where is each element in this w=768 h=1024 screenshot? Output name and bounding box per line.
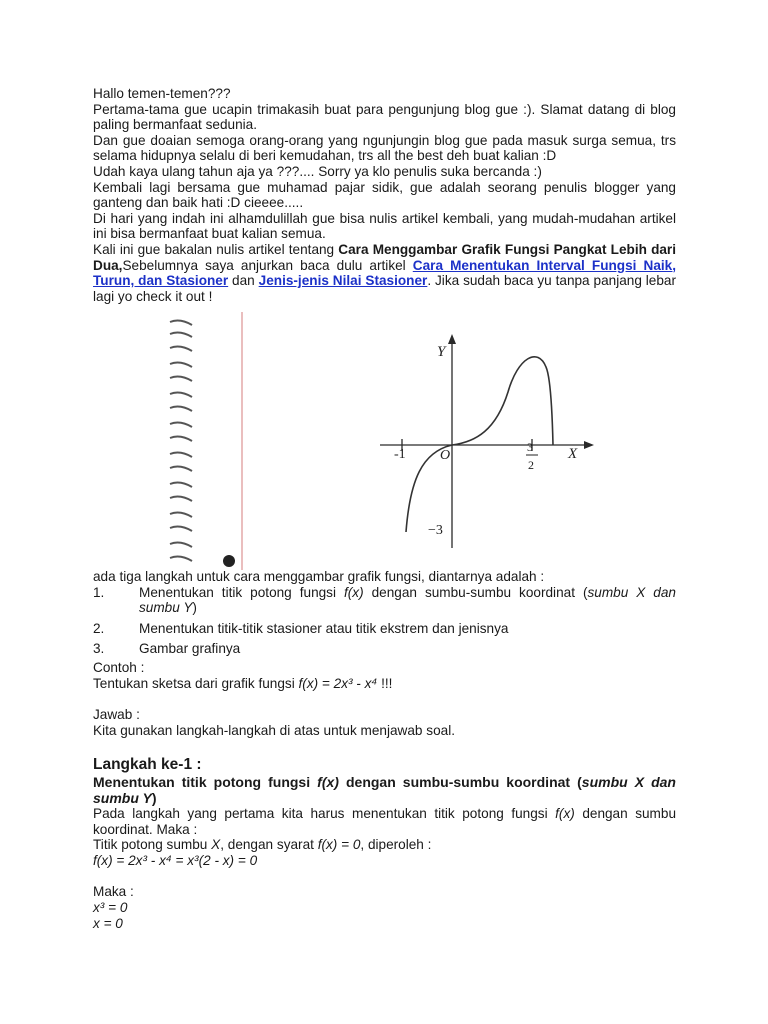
intro-section bbox=[93, 86, 676, 304]
intro-paragraph-5: Di hari yang indah ini alhamdulillah gue bisa nulis artikel kembali, yang mudah-mudahan artikel ini bisa bermanfaat buat kalian semua. bbox=[93, 210, 676, 242]
p6-mid: Sebelumnya saya anjurkan baca dulu artikel bbox=[122, 257, 413, 273]
p6-end: . Jika sudah baca yu tanpa panjang lebar lagi yo check it out ! bbox=[93, 273, 677, 304]
intro-paragraph-2: Dan gue doaian semoga orang-orang yang ngunjungin blog gue pada masuk surga semua, trs selama hidupnya selalu di beri kemudahan, trs all the best deh buat kalian :D bbox=[93, 132, 676, 164]
step1-section bbox=[93, 756, 676, 931]
task-function: f(x) = 2x³ - x⁴ bbox=[298, 675, 378, 691]
p6-and: dan bbox=[228, 273, 259, 289]
intro-paragraph-3: Udah kaya ulang tahun aja ya ???.... Sorry ya klo penulis suka bercanda :) bbox=[93, 163, 542, 179]
maka-label: Maka : bbox=[93, 884, 134, 900]
tick-label-neg1: -1 bbox=[394, 447, 406, 462]
steps-intro: ada tiga langkah untuk cara menggambar grafik fungsi, diantarnya adalah : bbox=[93, 569, 545, 584]
list-text bbox=[139, 585, 676, 616]
list-number: 1. bbox=[93, 584, 105, 600]
article-title: Cara Menggambar Grafik Fungsi Pangkat Lebih dari Dua, bbox=[93, 241, 677, 273]
list-item bbox=[93, 621, 676, 637]
equation-3: x = 0 bbox=[93, 915, 123, 931]
list-number: 2. bbox=[93, 620, 105, 636]
step1-axes: sumbu X dan sumbu Y bbox=[139, 584, 676, 616]
x-axis-label: X bbox=[568, 446, 578, 462]
sub-c: ) bbox=[151, 790, 157, 806]
line1-cond: f(x) = 0 bbox=[317, 837, 361, 853]
step1-line1 bbox=[93, 837, 676, 853]
origin-label: O bbox=[440, 448, 451, 463]
line1-b: , dengan syarat bbox=[220, 837, 318, 853]
body-a: Pada langkah yang pertama kita harus menentukan titik potong fungsi bbox=[93, 806, 556, 821]
sub-axes: sumbu X dan sumbu Y bbox=[93, 774, 676, 806]
list-text: Gambar grafinya bbox=[139, 641, 241, 657]
example-task bbox=[93, 676, 676, 692]
list-item bbox=[93, 641, 676, 657]
equation-2: x³ = 0 bbox=[93, 899, 128, 915]
step1-a: Menentukan titik potong fungsi bbox=[139, 584, 344, 600]
greeting: Hallo temen-temen??? bbox=[93, 86, 231, 101]
sub-fx: f(x) bbox=[317, 774, 339, 790]
link-nilai-stasioner[interactable]: Jenis-jenis Nilai Stasioner bbox=[258, 273, 428, 289]
step1-body bbox=[93, 806, 676, 837]
step1-fx: f(x) bbox=[343, 584, 364, 600]
intro-paragraph-1: Pertama-tama gue ucapin trimakasih buat para pengunjung blog gue :). Slamat datang di blog paling bermanfaat sedunia. bbox=[93, 101, 676, 133]
tick-label-2: 2 bbox=[528, 458, 534, 472]
answer-text: Kita gunakan langkah-langkah di atas untuk menjawab soal. bbox=[93, 722, 455, 738]
steps-section bbox=[93, 569, 676, 738]
step1-subheading bbox=[93, 774, 676, 806]
body-fx: f(x) bbox=[555, 806, 575, 821]
line1-x: X bbox=[211, 837, 221, 853]
task-end: !!! bbox=[377, 675, 393, 691]
equation-1: f(x) = 2x³ - x⁴ = x³(2 - x) = 0 bbox=[93, 852, 258, 868]
link-interval-fungsi[interactable]: Cara Menentukan Interval Fungsi Naik, Turun, dan Stasioner bbox=[93, 257, 676, 289]
intro-paragraph-4: Kembali lagi bersama gue muhamad pajar sidik, gue adalah seorang penulis blogger yang ganteng dan baik hati :D cieeee..... bbox=[93, 179, 676, 211]
list-item bbox=[93, 585, 676, 616]
task-text: Tentukan sketsa dari grafik fungsi bbox=[93, 675, 299, 691]
y-axis-label: Y bbox=[437, 344, 446, 360]
intro-paragraph-6 bbox=[93, 242, 676, 304]
line1-c: , diperoleh : bbox=[360, 837, 432, 853]
answer-label: Jawab : bbox=[93, 707, 140, 723]
binding-hole-icon bbox=[223, 555, 235, 567]
list-text: Menentukan titik-titik stasioner atau titik ekstrem dan jenisnya bbox=[139, 620, 509, 636]
step1-heading: Langkah ke-1 : bbox=[93, 756, 202, 773]
sub-b: dengan sumbu-sumbu koordinat ( bbox=[338, 774, 582, 790]
function-graph-figure bbox=[166, 312, 626, 570]
example-label: Contoh : bbox=[93, 659, 145, 675]
list-number: 3. bbox=[93, 641, 105, 657]
tick-label-3: 3 bbox=[527, 440, 533, 454]
step1-c: ) bbox=[192, 600, 197, 616]
sub-a: Menentukan titik potong fungsi bbox=[93, 774, 318, 790]
tick-label-neg3: −3 bbox=[428, 523, 443, 538]
step1-b: dengan sumbu-sumbu koordinat ( bbox=[363, 584, 588, 600]
body-b: dengan sumbu koordinat. Maka : bbox=[93, 806, 677, 837]
p6-start: Kali ini gue bakalan nulis artikel tentang bbox=[93, 241, 339, 257]
line1-a: Titik potong sumbu bbox=[93, 837, 212, 853]
